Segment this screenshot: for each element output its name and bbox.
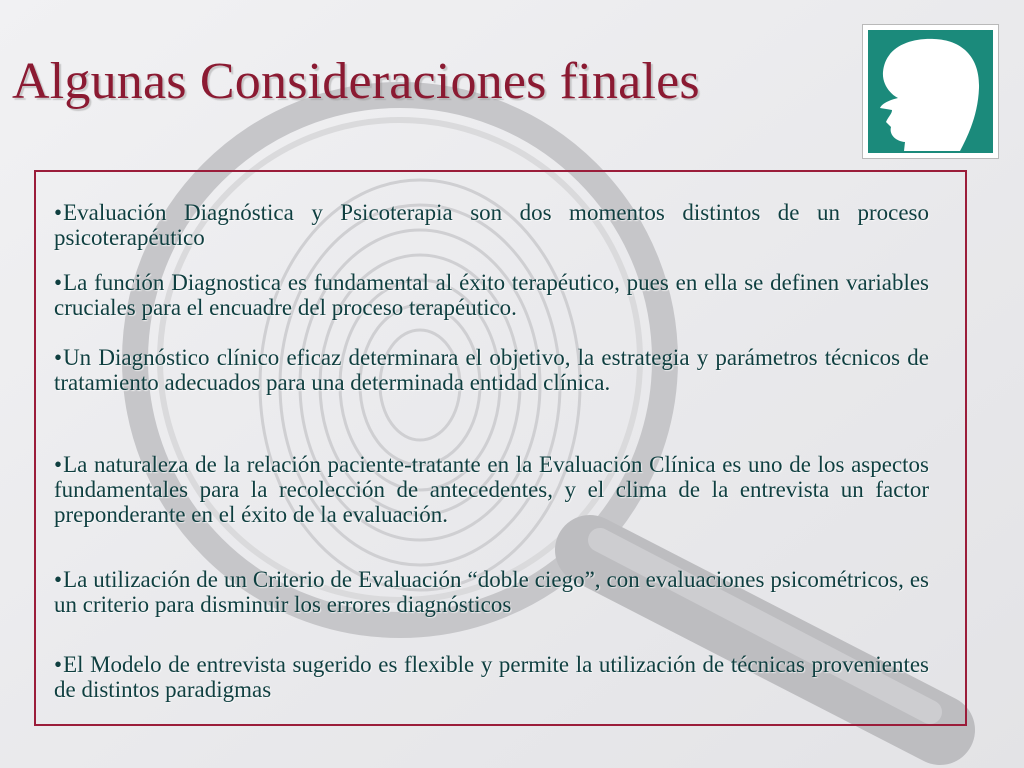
bullet-text: La utilización de un Criterio de Evaluación “doble ciego”, con evaluaciones psicométricos, es un criterio para disminuir los errores diagnósticos [54,567,929,617]
bullet-glyph: • [54,652,63,677]
bullet-text: Evaluación Diagnóstica y Psicoterapia son dos momentos distintos de un proceso psicoterapéutico [54,200,929,250]
bullet-glyph: • [54,200,63,225]
bullet-glyph: • [54,270,63,295]
bullet-item [54,200,929,250]
bullet-text: La función Diagnostica es fundamental al éxito terapéutico, pues en ella se definen variables cruciales para el encuadre del proceso terapéutico. [54,270,929,320]
slide-title: Algunas Consideraciones finales [12,53,700,110]
bullet-text: La naturaleza de la relación paciente-tratante en la Evaluación Clínica es uno de los aspectos fundamentales para la recolección de antecedentes, y el clima de la entrevista un factor preponderante en el éxito de la evaluación. [54,452,929,527]
bullet-text: Un Diagnóstico clínico eficaz determinara el objetivo, la estrategia y parámetros técnicos de tratamiento adecuados para una determinada entidad clínica. [54,345,929,395]
bullet-text: El Modelo de entrevista sugerido es flexible y permite la utilización de técnicas provenientes de distintos paradigmas [54,652,929,702]
logo [862,24,999,159]
bullet-item [54,270,929,320]
bullet-glyph: • [54,567,63,592]
bullet-item [54,452,929,527]
bullet-glyph: • [54,345,63,370]
bullet-item [54,345,929,395]
bullet-item [54,567,929,617]
bullet-item [54,652,929,702]
bullet-glyph: • [54,452,63,477]
content-frame [34,170,967,726]
head-profile-icon [868,30,993,153]
